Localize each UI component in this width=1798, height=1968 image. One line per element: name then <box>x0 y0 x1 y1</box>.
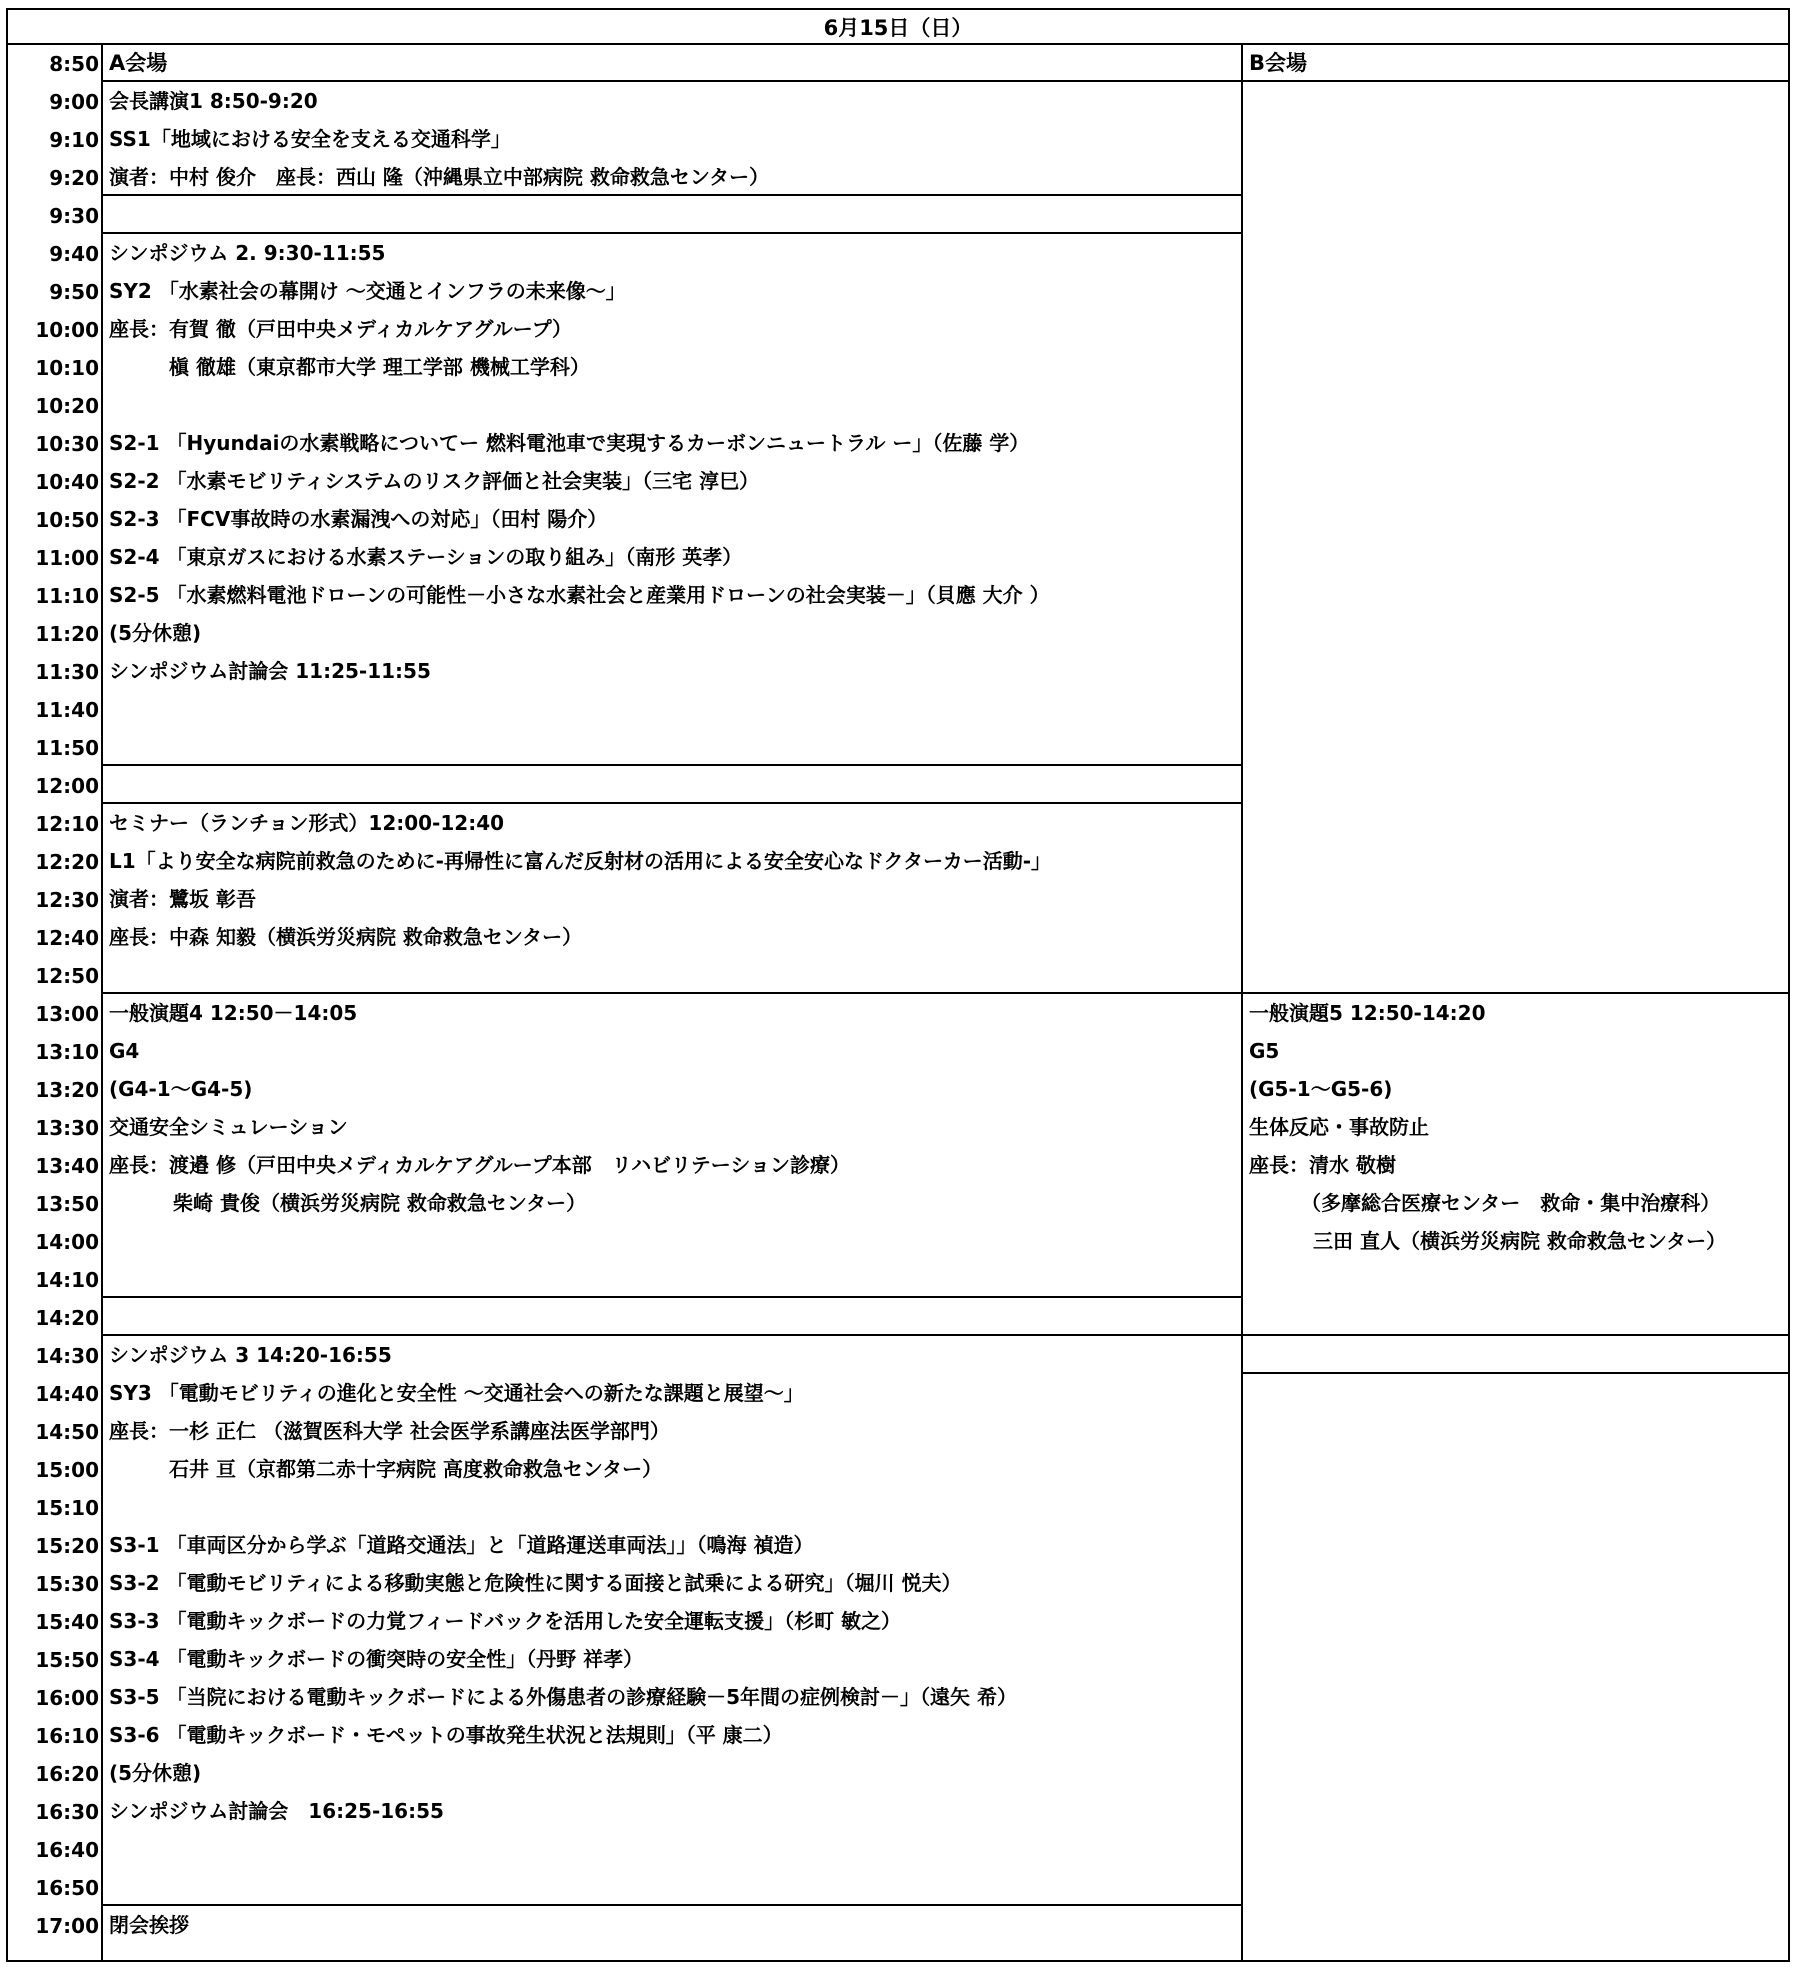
time-label: 15:10 <box>35 1496 99 1520</box>
time-label: 10:00 <box>35 318 99 342</box>
seminar-title: セミナー（ランチョン形式）12:00-12:40 <box>109 811 505 835</box>
time-label: 12:00 <box>35 774 99 798</box>
sym3-chair1: 座長：一杉 正仁 （滋賀医科大学 社会医学系講座法医学部門） <box>109 1419 670 1443</box>
g4-chair1: 座長：渡邉 修（戸田中央メディカルケアグループ本部 リハビリテーション診療） <box>109 1153 850 1177</box>
time-label: 14:50 <box>35 1420 99 1444</box>
time-label: 12:50 <box>35 964 99 988</box>
time-label: 15:30 <box>35 1572 99 1596</box>
sym3-chair2: 石井 亘（京都第二赤十字病院 高度救命救急センター） <box>169 1457 663 1481</box>
lecture-block <box>103 82 1243 196</box>
break-block <box>1243 1336 1790 1374</box>
time-label: 10:10 <box>35 356 99 380</box>
g4-block <box>103 994 1243 1298</box>
sym2-talk: S2-1 「Hyundaiの水素戦略についてー 燃料電池車で実現するカーボンニュートラル ー」（佐藤 学） <box>109 431 1030 455</box>
time-label: 15:20 <box>35 1534 99 1558</box>
time-label: 11:50 <box>35 736 99 760</box>
time-label: 13:50 <box>35 1192 99 1216</box>
closing-title: 閉会挨拶 <box>109 1913 189 1937</box>
time-label: 16:00 <box>35 1686 99 1710</box>
time-label: 16:20 <box>35 1762 99 1786</box>
g5-chair1: 座長：清水 敬樹 <box>1249 1153 1396 1177</box>
sym3-talk: S3-5 「当院における電動キックボードによる外傷患者の診療経験－5年間の症例検討－」（遠矢 希） <box>109 1685 1017 1709</box>
sym3-talk: S3-1 「車両区分から学ぶ「道路交通法」と「道路運送車両法」」（鳴海 禎造） <box>109 1533 814 1557</box>
time-label: 8:50 <box>49 52 99 76</box>
g4-code: G4 <box>109 1039 140 1063</box>
time-label: 10:50 <box>35 508 99 532</box>
schedule-sheet <box>6 8 1790 1962</box>
time-label: 14:30 <box>35 1344 99 1368</box>
sym3-talk: S3-4 「電動キックボードの衝突時の安全性」（丹野 祥孝） <box>109 1647 644 1671</box>
sym2-discussion: シンポジウム討論会 11:25-11:55 <box>109 659 431 683</box>
time-label: 16:10 <box>35 1724 99 1748</box>
time-label: 13:40 <box>35 1154 99 1178</box>
time-label: 11:10 <box>35 584 99 608</box>
time-label: 9:00 <box>49 90 99 114</box>
time-label: 13:20 <box>35 1078 99 1102</box>
time-label: 10:30 <box>35 432 99 456</box>
time-label: 9:10 <box>49 128 99 152</box>
sym2-break: (5分休憩) <box>109 621 202 645</box>
sym2-talk: S2-5 「水素燃料電池ドローンの可能性－小さな水素社会と産業用ドローンの社会実装－」（貝應 大介 ） <box>109 583 1050 607</box>
g5-code: G5 <box>1249 1039 1280 1063</box>
g4-chair2: 柴崎 貴俊（横浜労災病院 救命救急センター） <box>173 1191 587 1215</box>
time-label: 10:20 <box>35 394 99 418</box>
time-label: 11:30 <box>35 660 99 684</box>
time-label: 14:40 <box>35 1382 99 1406</box>
lecture-speaker: 演者：中村 俊介 座長：西山 隆（沖縄県立中部病院 救命救急センター） <box>109 165 770 189</box>
venue-b-empty <box>1243 1374 1790 1962</box>
sym2-title: シンポジウム 2. 9:30-11:55 <box>109 241 386 265</box>
break-block <box>103 1298 1243 1336</box>
time-label: 14:20 <box>35 1306 99 1330</box>
g5-chair2: 三田 直人（横浜労災病院 救命救急センター） <box>1313 1229 1727 1253</box>
time-label: 16:40 <box>35 1838 99 1862</box>
time-label: 9:30 <box>49 204 99 228</box>
sym2-talk: S2-3 「FCV事故時の水素漏洩への対応」（田村 陽介） <box>109 507 608 531</box>
time-label: 11:40 <box>35 698 99 722</box>
venue-b-empty <box>1243 82 1790 994</box>
sym3-title: シンポジウム 3 14:20-16:55 <box>109 1343 392 1367</box>
sym3-theme: SY3 「電動モビリティの進化と安全性 ～交通社会への新たな課題と展望～」 <box>109 1381 804 1405</box>
lecture-topic: SS1「地域における安全を支える交通科学」 <box>109 127 511 151</box>
g4-range: (G4-1～G4-5) <box>109 1077 253 1101</box>
sym2-talk: S2-4 「東京ガスにおける水素ステーションの取り組み」（南形 英孝） <box>109 545 743 569</box>
time-label: 9:40 <box>49 242 99 266</box>
time-column <box>6 45 103 1962</box>
time-label: 16:50 <box>35 1876 99 1900</box>
time-label: 11:20 <box>35 622 99 646</box>
sym3-talk: S3-3 「電動キックボードの力覚フィードバックを活用した安全運転支援」（杉町 敏之） <box>109 1609 902 1633</box>
sym2-chair1: 座長：有賀 徹（戸田中央メディカルケアグループ） <box>109 317 572 341</box>
sym3-break: (5分休憩) <box>109 1761 202 1785</box>
time-label: 13:10 <box>35 1040 99 1064</box>
g4-theme: 交通安全シミュレーション <box>109 1115 348 1139</box>
time-label: 9:20 <box>49 166 99 190</box>
sym3-talk: S3-2 「電動モビリティによる移動実態と危険性に関する面接と試乗による研究」（堀川 悦夫） <box>109 1571 962 1595</box>
time-label: 12:40 <box>35 926 99 950</box>
g5-title: 一般演題5 12:50-14:20 <box>1249 1001 1486 1025</box>
g5-theme: 生体反応・事故防止 <box>1249 1115 1429 1139</box>
time-label: 10:40 <box>35 470 99 494</box>
sym2-talk: S2-2 「水素モビリティシステムのリスク評価と社会実装」（三宅 淳巳） <box>109 469 760 493</box>
sym3-discussion: シンポジウム討論会 16:25-16:55 <box>109 1799 444 1823</box>
blank-line <box>103 1488 1241 1526</box>
seminar-speaker: 演者：鷺坂 彰吾 <box>109 887 256 911</box>
venue-a-header: A会場 <box>103 45 1243 82</box>
sym2-chair2: 槇 徹雄（東京都市大学 理工学部 機械工学科） <box>169 355 590 379</box>
symposium2-block <box>103 234 1243 766</box>
time-label: 15:00 <box>35 1458 99 1482</box>
sym3-talk: S3-6 「電動キックボード・モペットの事故発生状況と法規則」（平 康二） <box>109 1723 783 1747</box>
g4-title: 一般演題4 12:50－14:05 <box>109 1001 358 1025</box>
break-block <box>103 196 1243 234</box>
closing-block <box>103 1906 1243 1962</box>
time-label: 15:40 <box>35 1610 99 1634</box>
seminar-block <box>103 804 1243 994</box>
venue-b-header: B会場 <box>1243 45 1790 82</box>
time-label: 14:10 <box>35 1268 99 1292</box>
time-label: 9:50 <box>49 280 99 304</box>
time-label: 11:00 <box>35 546 99 570</box>
g5-block <box>1243 994 1790 1336</box>
time-label: 16:30 <box>35 1800 99 1824</box>
time-label: 12:20 <box>35 850 99 874</box>
date-header: 6月15日（日） <box>6 8 1790 45</box>
blank-line <box>103 386 1241 424</box>
sym2-theme: SY2 「水素社会の幕開け ～交通とインフラの未来像～」 <box>109 279 626 303</box>
time-label: 13:00 <box>35 1002 99 1026</box>
time-label: 17:00 <box>35 1914 99 1938</box>
seminar-chair: 座長：中森 知毅（横浜労災病院 救命救急センター） <box>109 925 583 949</box>
g5-range: (G5-1～G5-6) <box>1249 1077 1393 1101</box>
break-block <box>103 766 1243 804</box>
time-label: 12:30 <box>35 888 99 912</box>
g5-chair1-affiliation: （多摩総合医療センター 救命・集中治療科） <box>1301 1191 1721 1215</box>
lecture-title: 会長講演1 8:50-9:20 <box>109 89 318 113</box>
time-label: 12:10 <box>35 812 99 836</box>
time-label: 13:30 <box>35 1116 99 1140</box>
time-label: 14:00 <box>35 1230 99 1254</box>
symposium3-block <box>103 1336 1243 1906</box>
time-label: 15:50 <box>35 1648 99 1672</box>
seminar-topic: L1「より安全な病院前救急のために-再帰性に富んだ反射材の活用による安全安心なドクターカー活動-」 <box>109 849 1052 873</box>
